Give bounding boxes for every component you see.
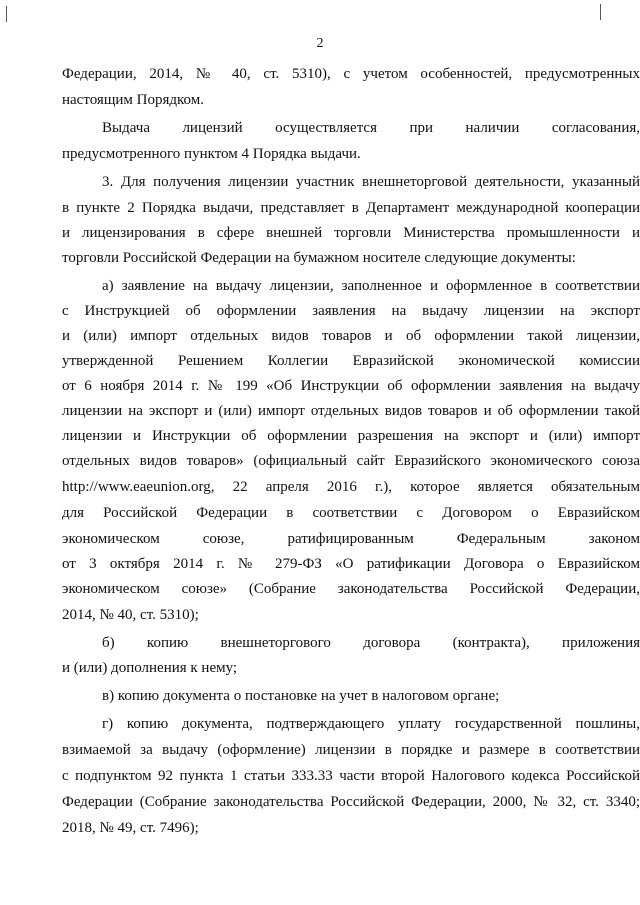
text-line: с подпунктом 92 пункта 1 статьи 333.33 части второй Налогового кодекса Российской <box>62 768 640 784</box>
text-line: б) копию внешнеторгового договора (контракта), приложения <box>102 635 640 651</box>
text-line: отдельных видов товаров» (официальный сайт Евразийского экономического союза <box>62 453 640 469</box>
text-line: с Инструкцией об оформлении заявления на выдачу лицензии на экспорт <box>62 303 640 319</box>
text-line: от 3 октября 2014 г. № 279-ФЗ «О ратификации Договора о Евразийском <box>62 556 640 572</box>
text-line: и (или) дополнения к нему; <box>62 660 238 676</box>
text-line: и лицензирования в сфере внешней торговли Министерства промышленности и <box>62 225 640 241</box>
text-line: в пункте 2 Порядка выдачи, представляет в Департамент международной кооперации <box>62 200 640 216</box>
text-line: экономическом союзе» (Собрание законодательства Российской Федерации, <box>62 581 640 597</box>
scan-mark <box>600 4 601 20</box>
text-line: 3. Для получения лицензии участник внешнеторговой деятельности, указанный <box>102 174 640 190</box>
text-line: предусмотренного пунктом 4 Порядка выдачи. <box>62 146 361 162</box>
text-line: торговли Российской Федерации на бумажном носителе следующие документы: <box>62 250 576 266</box>
text-line: Выдача лицензий осуществляется при наличии согласования, <box>102 120 640 136</box>
text-line: http://www.eaeunion.org, 22 апреля 2016 г.), которое является обязательным <box>62 479 640 495</box>
text-line: в) копию документа о постановке на учет в налоговом органе; <box>102 688 500 704</box>
text-line: для Российской Федерации в соответствии с Договором о Евразийском <box>62 505 640 521</box>
text-line: лицензии и Инструкции об оформлении разрешения на экспорт и (или) импорт <box>62 428 640 444</box>
text-line: и (или) импорт отдельных видов товаров и об оформлении такой лицензии, <box>62 328 640 344</box>
text-line: экономическом союзе, ратифицированным Федеральным законом <box>62 531 640 547</box>
scan-mark <box>6 6 7 22</box>
text-line: г) копию документа, подтверждающего уплату государственной пошлины, <box>102 716 640 732</box>
text-line: а) заявление на выдачу лицензии, заполненное и оформленное в соответствии <box>102 278 640 294</box>
text-line: лицензии на экспорт и (или) импорт отдельных видов товаров и об оформлении такой <box>62 403 640 419</box>
text-line: от 6 ноября 2014 г. № 199 «Об Инструкции об оформлении заявления на выдачу <box>62 378 640 394</box>
text-line: настоящим Порядком. <box>62 92 204 108</box>
text-line: Федерации (Собрание законодательства Российской Федерации, 2000, № 32, ст. 3340; <box>62 794 640 810</box>
text-line: 2014, № 40, ст. 5310); <box>62 607 199 623</box>
text-line: 2018, № 49, ст. 7496); <box>62 820 199 836</box>
text-line: утвержденной Решением Коллегии Евразийской экономической комиссии <box>62 353 640 369</box>
text-line: взимаемой за выдачу (оформление) лицензии в порядке и размере в соответствии <box>62 742 640 758</box>
text-line: Федерации, 2014, № 40, ст. 5310), с учетом особенностей, предусмотренных <box>62 66 640 82</box>
page-number: 2 <box>316 36 324 51</box>
